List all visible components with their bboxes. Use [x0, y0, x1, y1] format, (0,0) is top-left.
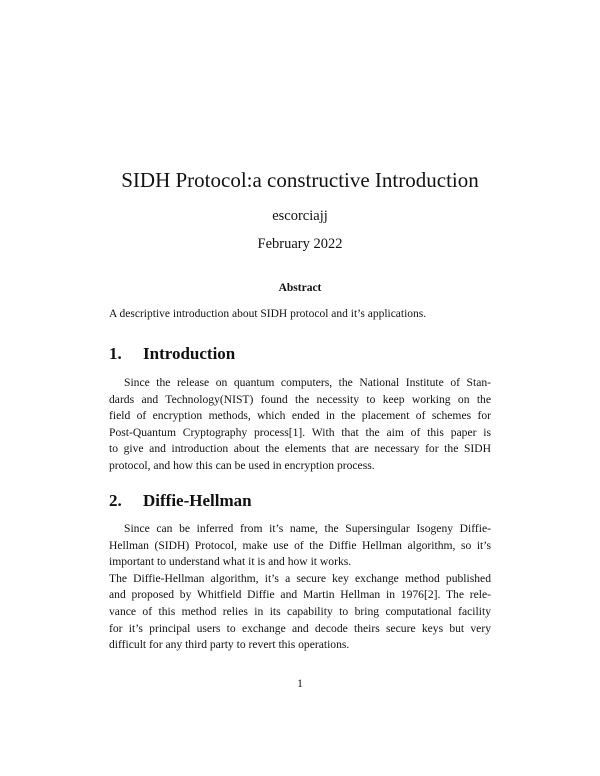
paragraph-line: Since the release on quantum computers, the National Institute of Stan- [124, 376, 491, 389]
section-number: 2. [109, 491, 122, 510]
paragraph-line: vance of this method relies in its capability to bring computational facility [109, 604, 491, 618]
section-heading-introduction [109, 344, 235, 364]
paragraph-line: field of encryption methods, which ended in the placement of schemes for [109, 409, 491, 423]
paragraph-line: difficult for any third party to revert this operations. [109, 638, 350, 652]
paragraph-line: to give and introduction about the elements that are necessary for the SIDH [109, 442, 491, 456]
abstract-text: A descriptive introduction about SIDH protocol and it’s applications. [109, 308, 427, 320]
paragraph-line: Since can be inferred from it’s name, the Supersingular Isogeny Diffie- [124, 522, 491, 535]
paragraph-line: dards and Technology(NIST) found the necessity to keep working on the [109, 392, 491, 406]
paragraph-line: for it’s principal users to exchange and decode theirs secure keys but very [109, 621, 491, 635]
paragraph-line: protocol, and how this can be used in encryption process. [109, 458, 375, 472]
introduction-paragraph [109, 375, 491, 475]
paragraph-line: and proposed by Whitfield Diffie and Martin Hellman in 1976[2]. The rele- [109, 588, 491, 602]
paper-date: February 2022 [257, 236, 343, 252]
abstract-heading: Abstract [278, 282, 322, 294]
paper-author: escorciajj [272, 208, 328, 224]
page-number: 1 [297, 678, 303, 690]
section-title: Diffie-Hellman [143, 491, 252, 510]
section-heading-diffie-hellman [109, 491, 252, 511]
paragraph-line: Post-Quantum Cryptography process[1]. With that the aim of this paper is [109, 425, 491, 439]
paper-title: SIDH Protocol:a constructive Introduction [121, 168, 479, 192]
diffie-hellman-paragraph [109, 521, 491, 654]
paragraph-line: important to understand what it is and how it works. [109, 555, 352, 569]
section-title: Introduction [143, 344, 236, 363]
section-number: 1. [109, 344, 122, 363]
paragraph-line: The Diffie-Hellman algorithm, it’s a secure key exchange method published [109, 571, 491, 585]
paragraph-line: Hellman (SIDH) Protocol, make use of the Diffie Hellman algorithm, so it’s [109, 538, 491, 552]
